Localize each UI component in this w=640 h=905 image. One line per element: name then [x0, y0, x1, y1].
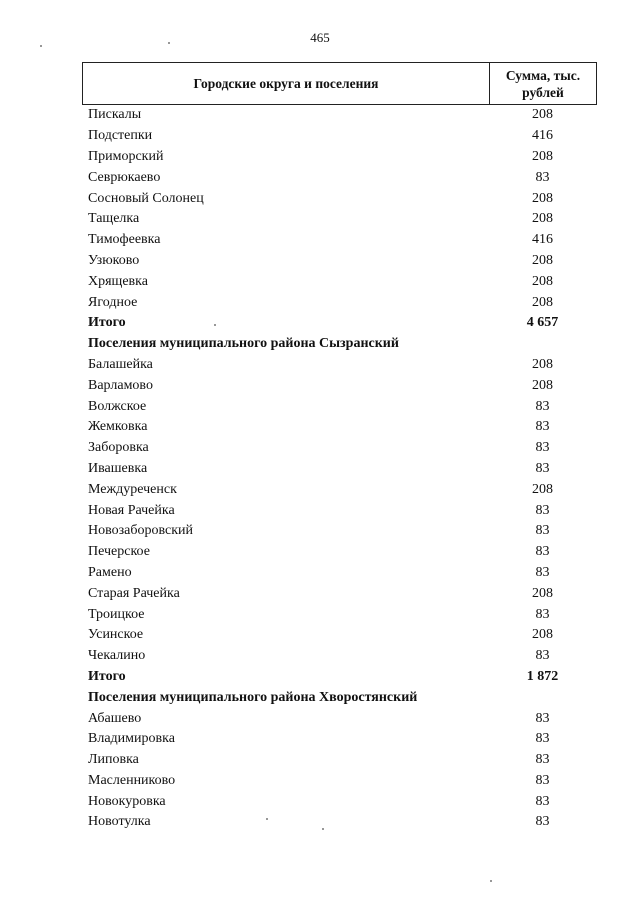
settlement-name: Балашейка	[88, 356, 153, 372]
header-amount	[490, 63, 596, 104]
settlement-name: Варламово	[88, 377, 153, 393]
amount-value: 83	[535, 460, 550, 476]
page-number: 465	[310, 30, 330, 45]
settlement-name: Новокуровка	[88, 793, 166, 809]
table-row	[88, 604, 597, 625]
amount-value: 83	[535, 710, 550, 726]
section-title: Поселения муниципального района Сызранский	[88, 336, 399, 352]
table-body	[88, 105, 597, 833]
settlement-name: Итого	[88, 668, 126, 684]
settlement-name: Узюково	[88, 252, 140, 268]
settlement-name: Владимировка	[88, 731, 175, 747]
settlement-name: Итого	[88, 315, 126, 331]
table-row	[88, 583, 597, 604]
table-row	[88, 209, 597, 230]
settlement-name: Заборовка	[88, 440, 149, 456]
table-row	[88, 438, 597, 459]
amount-value: 208	[532, 273, 553, 289]
table-row	[88, 729, 597, 750]
settlement-name: Абашево	[88, 710, 142, 726]
scan-speck	[40, 45, 42, 47]
settlement-name: Севрюкаево	[88, 169, 161, 185]
settlement-name: Волжское	[88, 398, 147, 414]
table-row	[88, 292, 597, 313]
table-row	[88, 188, 597, 209]
settlement-name: Пискалы	[88, 107, 142, 123]
settlement-name: Новозаборовский	[88, 523, 194, 539]
amount-value: 83	[535, 419, 550, 435]
settlement-name: Тимофеевка	[88, 232, 161, 248]
amount-value: 83	[535, 169, 550, 185]
amount-value: 83	[535, 606, 550, 622]
settlement-name: Новая Рачейка	[88, 502, 175, 518]
amount-value: 83	[535, 502, 550, 518]
table-row	[88, 167, 597, 188]
table-row	[88, 126, 597, 147]
amount-value: 208	[532, 356, 553, 372]
scan-speck	[168, 42, 170, 44]
settlement-name: Междуреченск	[88, 481, 177, 497]
settlement-name: Старая Рачейка	[88, 585, 180, 601]
table-row	[88, 791, 597, 812]
amount-value: 83	[535, 564, 550, 580]
section-title: Поселения муниципального района Хворостянский	[88, 689, 418, 705]
settlement-name: Чекалино	[88, 648, 146, 664]
table-row	[88, 105, 597, 126]
amount-value: 83	[535, 814, 550, 830]
settlement-name: Подстепки	[88, 128, 153, 144]
section-header	[88, 334, 597, 355]
section-header	[88, 687, 597, 708]
amount-value: 83	[535, 440, 550, 456]
settlement-name: Приморский	[88, 148, 164, 164]
amount-value: 208	[532, 481, 553, 497]
scan-speck	[322, 828, 324, 830]
table-row	[88, 271, 597, 292]
amount-value: 208	[532, 585, 553, 601]
amount-value: 83	[535, 544, 550, 560]
scan-speck	[490, 880, 492, 882]
scan-speck	[266, 818, 268, 820]
amount-value: 83	[535, 752, 550, 768]
settlement-name: Рамено	[88, 564, 132, 580]
table-row	[88, 625, 597, 646]
settlement-name: Липовка	[88, 752, 139, 768]
table-row	[88, 646, 597, 667]
table-row	[88, 750, 597, 771]
settlement-name: Тащелка	[88, 211, 140, 227]
amount-value: 208	[532, 211, 553, 227]
table-row	[88, 355, 597, 376]
settlement-name: Масленниково	[88, 772, 176, 788]
total-row	[88, 667, 597, 688]
table-row	[88, 417, 597, 438]
amount-value: 208	[532, 377, 553, 393]
amount-value: 208	[532, 252, 553, 268]
table-row	[88, 147, 597, 168]
amount-value: 83	[535, 772, 550, 788]
settlement-name: Усинское	[88, 627, 144, 643]
settlement-name: Сосновый Солонец	[88, 190, 204, 206]
settlement-name: Печерское	[88, 544, 150, 560]
settlement-name: Ягодное	[88, 294, 138, 310]
table-row	[88, 771, 597, 792]
amount-value: 208	[532, 294, 553, 310]
amount-value: 416	[532, 232, 553, 248]
table-row	[88, 708, 597, 729]
settlement-name: Жемковка	[88, 419, 148, 435]
settlement-name: Ивашевка	[88, 460, 148, 476]
amount-value: 208	[532, 627, 553, 643]
amount-value: 416	[532, 128, 553, 144]
scan-speck	[214, 324, 216, 326]
settlement-name: Новотулка	[88, 814, 151, 830]
amount-value: 208	[532, 107, 553, 123]
table-row	[88, 521, 597, 542]
total-row	[88, 313, 597, 334]
amount-value: 4 657	[526, 315, 559, 331]
header-amount-line2: рублей	[522, 84, 564, 100]
table-row	[88, 375, 597, 396]
table-row	[88, 479, 597, 500]
amount-value: 83	[535, 793, 550, 809]
amount-value: 208	[532, 148, 553, 164]
amount-value: 83	[535, 648, 550, 664]
amount-value: 1 872	[526, 668, 559, 684]
amount-value: 83	[535, 398, 550, 414]
amount-value: 208	[532, 190, 553, 206]
header-settlements: Городские округа и поселения	[83, 63, 490, 104]
amount-value: 83	[535, 523, 550, 539]
header-amount-line1: Сумма, тыс.	[505, 67, 581, 83]
amount-value: 83	[535, 731, 550, 747]
table-row	[88, 500, 597, 521]
table-row	[88, 542, 597, 563]
settlement-name: Троицкое	[88, 606, 145, 622]
table-row	[88, 230, 597, 251]
table-row	[88, 812, 597, 833]
table-row	[88, 251, 597, 272]
table-header	[82, 62, 597, 105]
table-row	[88, 396, 597, 417]
table-row	[88, 459, 597, 480]
table-row	[88, 563, 597, 584]
settlement-name: Хрящевка	[88, 273, 148, 289]
